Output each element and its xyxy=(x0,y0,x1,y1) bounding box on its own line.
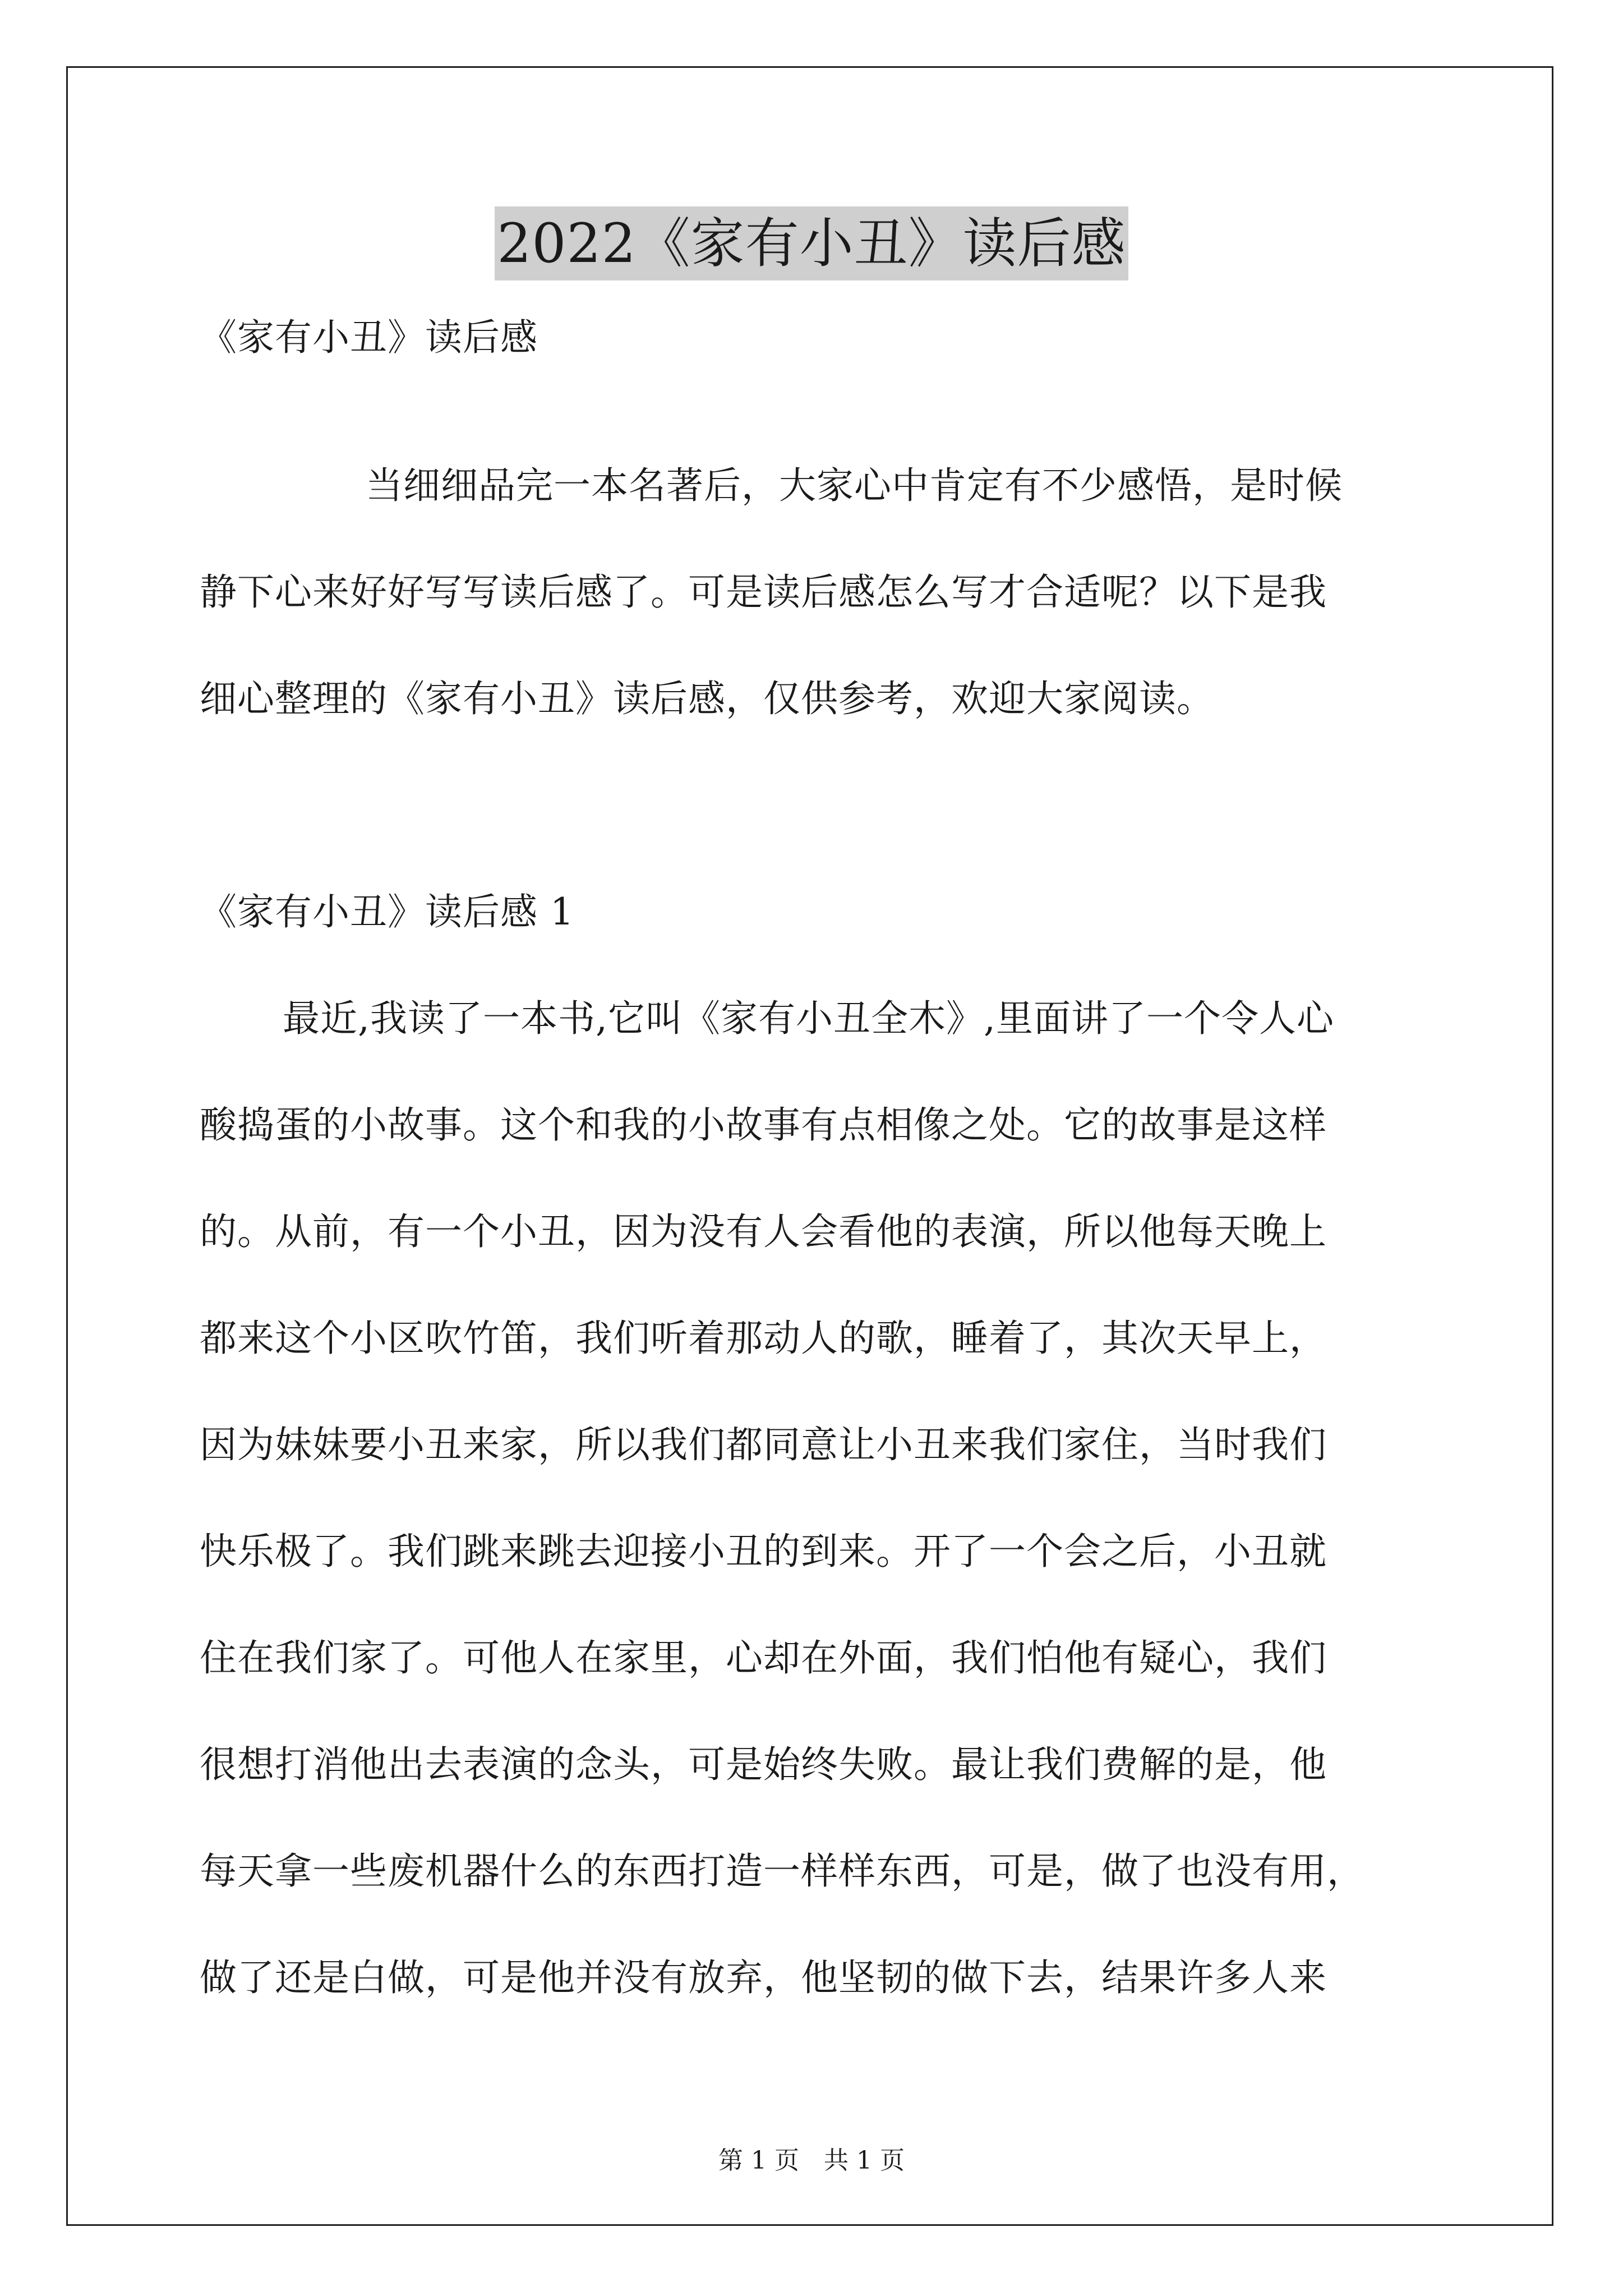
intro-line: 当细细品完一本名著后，大家心中肯定有不少感悟，是时候 xyxy=(366,464,1343,507)
page-footer: 第 1 页 共 1 页 xyxy=(718,2146,905,2175)
intro-line: 静下心来好好写写读后感了。可是读后感怎么写才合适呢？以下是我 xyxy=(200,570,1327,614)
body-line: 快乐极了。我们跳来跳去迎接小丑的到来。开了一个会之后，小丑就 xyxy=(200,1530,1327,1573)
body-line: 酸捣蛋的小故事。这个和我的小故事有点相像之处。它的故事是这样 xyxy=(200,1103,1327,1147)
section-heading: 《家有小丑》读后感 1 xyxy=(200,890,574,933)
body-line: 因为妹妹要小丑来家，所以我们都同意让小丑来我们家住，当时我们 xyxy=(200,1423,1327,1466)
body-line: 的。从前，有一个小丑，因为没有人会看他的表演，所以他每天晚上 xyxy=(200,1210,1327,1253)
intro-line: 细心整理的《家有小丑》读后感，仅供参考，欢迎大家阅读。 xyxy=(200,677,1214,720)
subtitle: 《家有小丑》读后感 xyxy=(200,316,538,359)
body-line: 做了还是白做，可是他并没有放弃，他坚韧的做下去，结果许多人来 xyxy=(200,1956,1327,1999)
body-line: 很想打消他出去表演的念头，可是始终失败。最让我们费解的是，他 xyxy=(200,1743,1327,1786)
body-line: 每天拿一些废机器什么的东西打造一样样东西，可是，做了也没有用， xyxy=(200,1849,1364,1893)
title-container xyxy=(0,206,1623,280)
document-title: 2022《家有小丑》读后感 xyxy=(495,206,1128,280)
body-line: 住在我们家了。可他人在家里，心却在外面，我们怕他有疑心，我们 xyxy=(200,1636,1327,1680)
body-line: 最近,我读了一本书,它叫《家有小丑全木》,里面讲了一个令人心 xyxy=(283,997,1334,1040)
body-line: 都来这个小区吹竹笛，我们听着那动人的歌，睡着了，其次天早上， xyxy=(200,1317,1327,1360)
